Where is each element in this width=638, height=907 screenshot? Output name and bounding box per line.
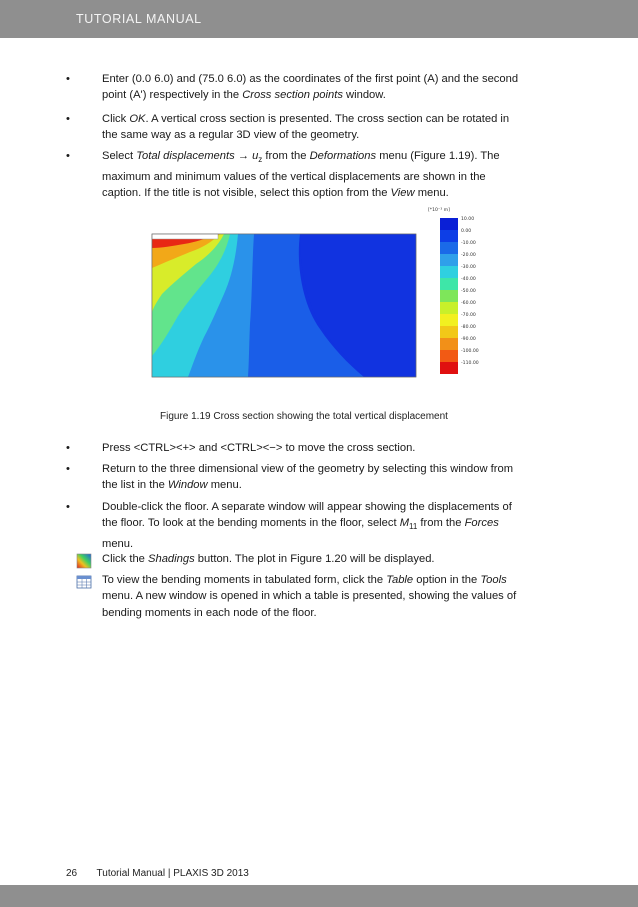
legend-swatch: [440, 326, 458, 338]
legend-swatch: [440, 314, 458, 326]
legend-label: -40.00: [461, 277, 476, 282]
legend-swatch: [440, 350, 458, 362]
bullet-icon: •: [66, 463, 70, 475]
footer-bar: [0, 885, 638, 907]
legend-label: -50.00: [461, 289, 476, 294]
legend-swatch: [440, 278, 458, 290]
header-bar: [0, 0, 638, 38]
legend-label: -20.00: [461, 253, 476, 258]
legend-swatch: [440, 338, 458, 350]
legend-swatch: [440, 242, 458, 254]
legend-label: 10.00: [461, 217, 475, 222]
legend-label: -110.00: [461, 361, 479, 366]
footer: [66, 868, 249, 879]
legend-swatch: [440, 266, 458, 278]
bullet-icon: •: [66, 150, 70, 162]
color-legend: [440, 216, 479, 374]
legend-swatch: [440, 362, 458, 374]
cross-section-figure: [150, 204, 480, 400]
legend-label: -70.00: [461, 313, 476, 318]
page-number: 26: [66, 868, 78, 879]
legend-label: -60.00: [461, 301, 476, 306]
legend-unit: [*10⁻³ m]: [428, 208, 450, 213]
legend-swatch: [440, 302, 458, 314]
legend-swatch: [440, 254, 458, 266]
bullet-icon: •: [66, 442, 70, 454]
legend-swatch: [440, 218, 458, 230]
legend-label: -100.00: [461, 349, 479, 354]
footer-title: Tutorial Manual | PLAXIS 3D 2013: [96, 868, 249, 879]
bullet-icon: •: [66, 501, 70, 513]
legend-label: -80.00: [461, 325, 476, 330]
legend-label: -90.00: [461, 337, 476, 342]
table-icon: [76, 574, 92, 590]
legend-label: -30.00: [461, 265, 476, 270]
legend-label: -10.00: [461, 241, 476, 246]
legend-swatch: [440, 290, 458, 302]
bullet-icon: •: [66, 113, 70, 125]
header-title: TUTORIAL MANUAL: [76, 12, 202, 26]
floor-slab: [152, 234, 218, 239]
shadings-icon: [76, 553, 92, 569]
figure-caption: Figure 1.19 Cross section showing the total vertical displacement: [160, 411, 448, 422]
legend-swatch: [440, 230, 458, 242]
legend-label: 0.00: [461, 229, 472, 234]
bullet-icon: •: [66, 73, 70, 85]
